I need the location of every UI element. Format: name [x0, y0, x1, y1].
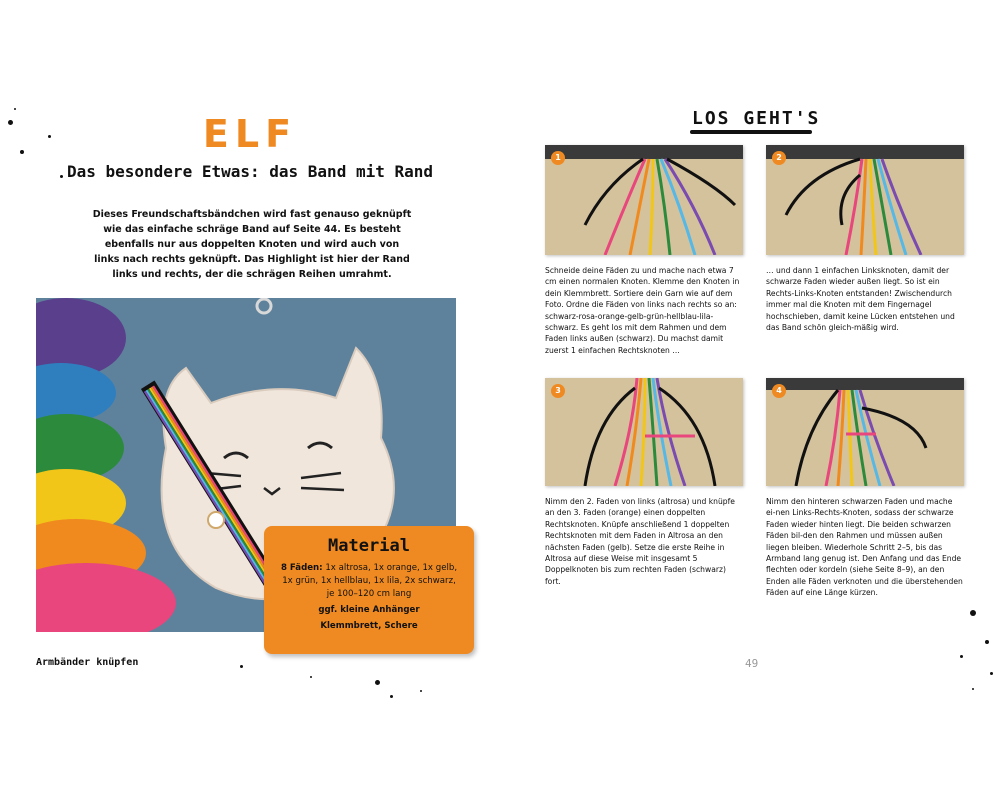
step-1-photo: [545, 145, 743, 255]
page-number: 49: [745, 657, 759, 670]
step-3: [545, 378, 743, 587]
step-2-text: … und dann 1 einfachen Linksknoten, damit der schwarze Faden wieder außen liegt. So ist ein Rechts-Links-Knoten entstanden! Zwischendurch immer mal die Knoten mit dem Fingernagel hochschieben, damit keine Lücken entstehen und das Band schön gleich-mäßig wird.: [766, 266, 955, 333]
page-subtitle: Das besondere Etwas: das Band mit Rand: [66, 162, 434, 181]
step-4-number: 4: [772, 384, 786, 398]
ink-splatter: [960, 655, 963, 658]
step-3-photo: [545, 378, 743, 486]
step-2: [766, 145, 964, 333]
step-1-text: Schneide deine Fäden zu und mache nach etwa 7 cm einen normalen Knoten. Klemme den Knoten in dein Klemmbrett. Sortiere dein Garn wie auf dem Foto. Ordne die Fäden von links nach rechts so an: schwarz-rosa-orange-gelb-grün-hellblau-lila-schwarz. Es geht los mit dem Rahmen und dem Faden links außen (schwarz). Du machst damit zuerst 1 einfachen Rechtsknoten …: [545, 266, 740, 355]
material-threads: [276, 562, 462, 588]
ink-splatter: [240, 665, 243, 668]
step-1: [545, 145, 743, 356]
footer-section-title: Armbänder knüpfen: [36, 657, 139, 668]
ink-splatter: [970, 610, 976, 616]
ink-splatter: [8, 120, 13, 125]
material-tools: Klemmbrett, Schere: [320, 621, 418, 631]
material-box: [264, 526, 474, 654]
step-4: [766, 378, 964, 599]
section-heading: LOS GEHT'S: [692, 108, 821, 129]
step-4-text: Nimm den hinteren schwarzen Faden und mache ei-nen Links-Rechts-Knoten, sodass der schwarze Faden wieder hinten liegt. Die beiden schwarzen Fäden bil-den den Rahmen und müssen außen liegen bleiben. Wiederhole Schritt 2–5, bis das Armband lang genug ist. Den Anfang und das Ende flechten oder kordeln (siehe Seite 8–9), an den Enden alle Fäden verknoten und die überstehenden Fäden auf eine Länge kürzen.: [766, 497, 963, 598]
ink-splatter: [60, 175, 63, 178]
material-title: Material: [328, 536, 410, 556]
step-4-photo: [766, 378, 964, 486]
heading-underline: [690, 130, 812, 134]
threads-label: 8 Fäden:: [280, 563, 323, 573]
ink-splatter: [14, 108, 16, 110]
ink-splatter: [390, 695, 393, 698]
material-list: [276, 562, 462, 633]
ink-splatter: [972, 688, 974, 690]
ink-splatter: [375, 680, 380, 685]
ink-splatter: [420, 690, 422, 692]
page-title: ELF: [202, 112, 298, 156]
intro-paragraph: Dieses Freundschaftsbändchen wird fast genauso geknüpft wie das einfache schräge Band auf Seite 44. Es besteht ebenfalls nur aus doppelten Knoten und wird auch von links nach rechts geknüpft. Das Highlight ist hier der Rand links und rechts, der die schrägen Reihen umrahmt.: [92, 209, 412, 280]
ink-splatter: [48, 135, 51, 138]
material-pendant: ggf. kleine Anhänger: [318, 605, 420, 615]
step-2-number: 2: [772, 151, 786, 165]
ink-splatter: [310, 676, 312, 678]
ink-splatter: [20, 150, 24, 154]
step-3-text: Nimm den 2. Faden von links (altrosa) und knüpfe an den 3. Faden (orange) einen doppelten Rechtsknoten. Knüpfe anschließend 1 doppelten Rechtsknoten mit dem Faden in Altrosa an den nächsten Faden (gelb). Setze die erste Reihe in Altrosa auf diese Weise mit insgesamt 5 Doppelknoten bis zum rechten Faden (schwarz) fort.: [545, 497, 735, 586]
step-2-photo: [766, 145, 964, 255]
threads-text: 1x altrosa, 1x orange, 1x gelb, 1x grün, 1x hellblau, 1x lila, 2x schwarz,: [282, 563, 458, 586]
step-1-number: 1: [551, 151, 565, 165]
step-3-number: 3: [551, 384, 565, 398]
ink-splatter: [985, 640, 989, 644]
ink-splatter: [990, 672, 993, 675]
material-length: je 100–120 cm lang: [326, 589, 412, 599]
